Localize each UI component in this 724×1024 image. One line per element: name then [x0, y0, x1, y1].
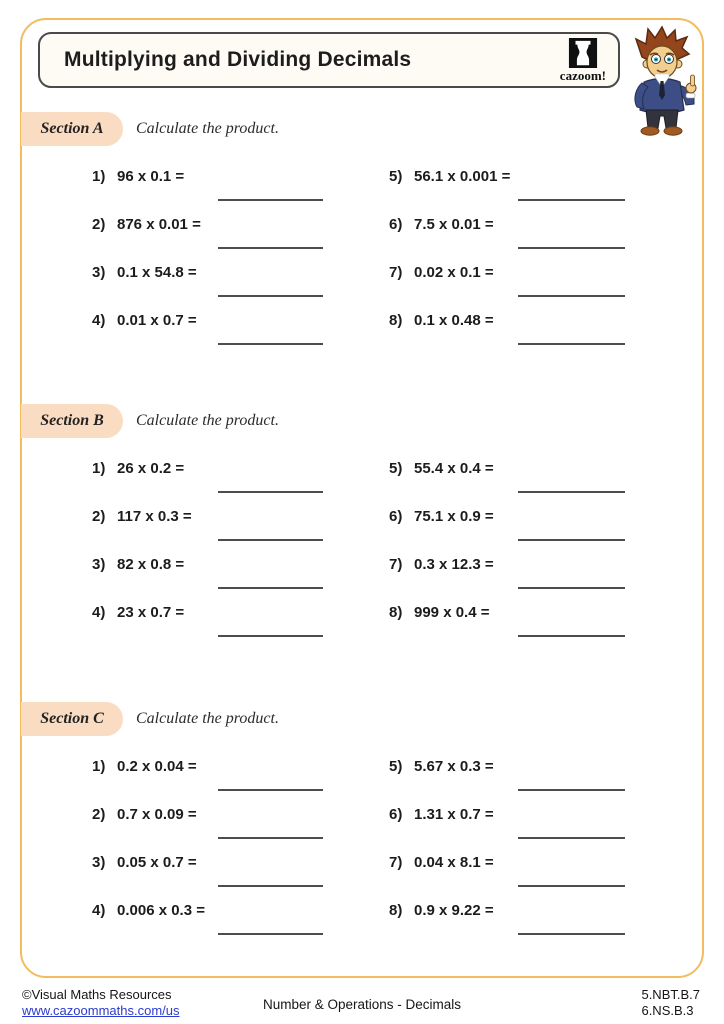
problem-number: 7) [389, 264, 403, 281]
problem [389, 556, 639, 604]
answer-blank[interactable] [218, 789, 323, 791]
problem [92, 758, 342, 806]
problem-number: 4) [92, 902, 106, 919]
problem-number: 8) [389, 902, 403, 919]
answer-blank[interactable] [518, 635, 625, 637]
section-a-badge: Section A [21, 112, 123, 146]
footer-standards [641, 987, 700, 1020]
section-a [0, 112, 724, 362]
problem-number: 7) [389, 556, 403, 573]
problem [389, 508, 639, 556]
drum-icon [568, 38, 598, 68]
answer-blank[interactable] [518, 885, 625, 887]
problem-expression: 0.1 x 54.8 = [117, 264, 197, 281]
problem [389, 168, 639, 216]
problem-number: 2) [92, 806, 106, 823]
problem [389, 312, 639, 360]
standard-code: 6.NS.B.3 [641, 1003, 694, 1019]
problem-number: 5) [389, 460, 403, 477]
problem-expression: 0.05 x 0.7 = [117, 854, 197, 871]
problem-number: 3) [92, 264, 106, 281]
problem-number: 5) [389, 168, 403, 185]
problem [92, 508, 342, 556]
problem-number: 2) [92, 508, 106, 525]
answer-blank[interactable] [518, 837, 625, 839]
answer-blank[interactable] [218, 343, 323, 345]
section-b [0, 404, 724, 654]
answer-blank[interactable] [518, 199, 625, 201]
problem-expression: 0.3 x 12.3 = [414, 556, 494, 573]
problem [389, 806, 639, 854]
problem-number: 7) [389, 854, 403, 871]
problem [92, 902, 342, 950]
problem-number: 1) [92, 460, 106, 477]
section-a-left-column [92, 168, 342, 360]
mascot-illustration [620, 25, 706, 138]
problem-expression: 0.1 x 0.48 = [414, 312, 494, 329]
problem-expression: 82 x 0.8 = [117, 556, 185, 573]
problem [92, 168, 342, 216]
problem-expression: 117 x 0.3 = [117, 508, 192, 525]
problem [389, 216, 639, 264]
problem-number: 5) [389, 758, 403, 775]
problem-number: 8) [389, 604, 403, 621]
problem-expression: 0.01 x 0.7 = [117, 312, 197, 329]
answer-blank[interactable] [518, 587, 625, 589]
answer-blank[interactable] [518, 491, 625, 493]
answer-blank[interactable] [518, 789, 625, 791]
problem [92, 806, 342, 854]
problem [389, 854, 639, 902]
footer-topic: Number & Operations - Decimals [262, 997, 462, 1012]
problem-number: 4) [92, 312, 106, 329]
answer-blank[interactable] [218, 247, 323, 249]
problem-expression: 0.006 x 0.3 = [117, 902, 205, 919]
problem [92, 312, 342, 360]
section-c-instruction: Calculate the product. [136, 710, 279, 727]
problem-number: 6) [389, 806, 403, 823]
section-c-left-column [92, 758, 342, 950]
section-b-left-column [92, 460, 342, 652]
answer-blank[interactable] [518, 343, 625, 345]
problem-number: 3) [92, 556, 106, 573]
answer-blank[interactable] [218, 885, 323, 887]
answer-blank[interactable] [218, 539, 323, 541]
problem [92, 604, 342, 652]
answer-blank[interactable] [218, 199, 323, 201]
answer-blank[interactable] [518, 539, 625, 541]
cazoom-url-link[interactable]: www.cazoommaths.com/us [22, 1003, 180, 1019]
problem-number: 4) [92, 604, 106, 621]
problem-expression: 96 x 0.1 = [117, 168, 185, 185]
problem-expression: 7.5 x 0.01 = [414, 216, 494, 233]
worksheet-header [38, 32, 620, 88]
section-c [0, 702, 724, 952]
problem [389, 758, 639, 806]
problem [92, 854, 342, 902]
problem-number: 2) [92, 216, 106, 233]
problem [92, 460, 342, 508]
answer-blank[interactable] [218, 933, 323, 935]
cazoom-logo [560, 38, 606, 82]
problem-expression: 0.7 x 0.09 = [117, 806, 197, 823]
section-b-right-column [389, 460, 639, 652]
problem-number: 3) [92, 854, 106, 871]
footer-left [22, 987, 180, 1020]
problem [389, 604, 639, 652]
problem-expression: 999 x 0.4 = [414, 604, 490, 621]
problem-number: 1) [92, 758, 106, 775]
answer-blank[interactable] [518, 933, 625, 935]
brand-name: cazoom! [559, 68, 606, 83]
problem [92, 216, 342, 264]
page-title: Multiplying and Dividing Decimals [64, 48, 412, 71]
answer-blank[interactable] [218, 837, 323, 839]
answer-blank[interactable] [518, 247, 625, 249]
problem-expression: 0.9 x 9.22 = [414, 902, 494, 919]
problem [389, 460, 639, 508]
answer-blank[interactable] [218, 587, 323, 589]
problem-expression: 0.2 x 0.04 = [117, 758, 197, 775]
problem-expression: 0.04 x 8.1 = [414, 854, 494, 871]
problem-expression: 0.02 x 0.1 = [414, 264, 494, 281]
answer-blank[interactable] [218, 635, 323, 637]
section-b-badge: Section B [21, 404, 123, 438]
problem-expression: 56.1 x 0.001 = [414, 168, 511, 185]
problem-number: 6) [389, 508, 403, 525]
section-b-instruction: Calculate the product. [136, 412, 279, 429]
problem-expression: 23 x 0.7 = [117, 604, 185, 621]
problem-expression: 26 x 0.2 = [117, 460, 185, 477]
problem-expression: 876 x 0.01 = [117, 216, 201, 233]
section-c-right-column [389, 758, 639, 950]
section-a-right-column [389, 168, 639, 360]
answer-blank[interactable] [218, 295, 323, 297]
answer-blank[interactable] [218, 491, 323, 493]
problem [389, 264, 639, 312]
problem [92, 264, 342, 312]
standard-code: 5.NBT.B.7 [641, 987, 700, 1002]
problem-expression: 55.4 x 0.4 = [414, 460, 494, 477]
problem [389, 902, 639, 950]
problem [92, 556, 342, 604]
problem-expression: 1.31 x 0.7 = [414, 806, 494, 823]
problem-number: 6) [389, 216, 403, 233]
section-c-badge: Section C [21, 702, 123, 736]
problem-number: 1) [92, 168, 106, 185]
section-a-instruction: Calculate the product. [136, 120, 279, 137]
problem-expression: 5.67 x 0.3 = [414, 758, 494, 775]
answer-blank[interactable] [518, 295, 625, 297]
problem-expression: 75.1 x 0.9 = [414, 508, 494, 525]
copyright-text: ©Visual Maths Resources [22, 987, 172, 1002]
problem-number: 8) [389, 312, 403, 329]
